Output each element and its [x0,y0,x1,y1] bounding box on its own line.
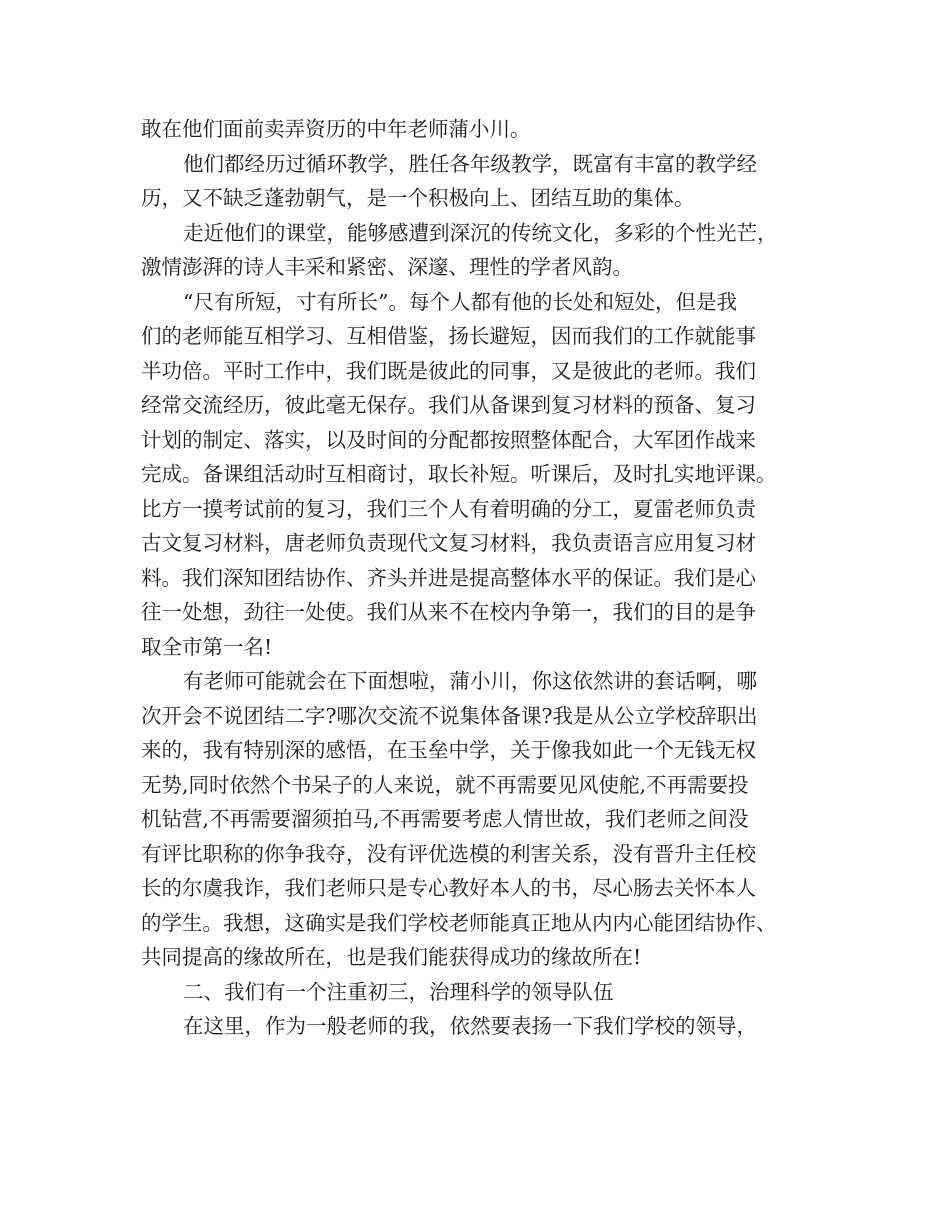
text-line: 完成。备课组活动时互相商讨，取长补短。听课后，及时扎实地评课。 [141,462,777,486]
section-heading: 二、我们有一个注重初三，治理科学的领导队伍 [183,979,614,1004]
text-line: 半功倍。平时工作中，我们既是彼此的同事，又是彼此的老师。我们 [141,358,756,383]
text-line: 有评比职称的你争我夺，没有评优选模的利害关系，没有晋升主任校 [141,841,756,866]
text-line: 历，又不缺乏蓬勃朝气，是一个积极向上、团结互助的集体。 [141,186,695,210]
text-line: 次开会不说团结二字?哪次交流不说集体备课?我是从公立学校辞职出 [141,703,758,728]
text-line: 走近他们的课堂，能够感遭到深沉的传统文化，多彩的个性光芒， [183,220,778,245]
text-line: 在这里，作为一般老师的我，依然要表扬一下我们学校的领导， [183,1014,757,1038]
text-line: 料。我们深知团结协作、齐头并进是提高整体水平的保证。我们是心 [141,565,756,590]
text-line: 共同提高的缘故所在，也是我们能获得成功的缘故所在! [141,945,642,969]
text-line: 古文复习材料，唐老师负责现代文复习材料，我负责语言应用复习材 [141,531,756,555]
text-line: 比方一摸考试前的复习，我们三个人有着明确的分工，夏雷老师负责 [141,496,756,521]
text-line: 们的老师能互相学习、互相借鉴，扬长避短，因而我们的工作就能事 [141,324,756,348]
text-line: 激情澎湃的诗人丰采和紧密、深邃、理性的学者风韵。 [141,255,633,279]
text-line: 取全市第一名! [141,634,273,659]
text-line: 长的尔虞我诈，我们老师只是专心教好本人的书，尽心肠去关怀本人 [141,876,756,900]
text-line: 无势,同时依然个书呆子的人来说，就不再需要见风使舵,不再需要投 [141,772,749,797]
text-line: 计划的制定、落实，以及时间的分配都按照整体配合，大军团作战来 [141,427,756,452]
text-line: 敢在他们面前卖弄资历的中年老师蒲小川。 [141,117,531,141]
document-body [141,112,831,1044]
text-line: 来的，我有特别深的感悟，在玉垒中学，关于像我如此一个无钱无权 [141,738,756,762]
text-line: 有老师可能就会在下面想啦，蒲小川，你这依然讲的套话啊，哪 [183,669,757,693]
text-line: 经常交流经历，彼此毫无保存。我们从备课到复习材料的预备、复习 [141,393,756,417]
text-line: 机钻营,不再需要溜须拍马,不再需要考虑人情世故，我们老师之间没 [141,807,749,831]
text-line: 他们都经历过循环教学，胜任各年级教学，既富有丰富的教学经 [183,151,757,176]
text-line: “尺有所短，寸有所长”。每个人都有他的长处和短处，但是我 [183,289,737,314]
text-line: 往一处想，劲往一处使。我们从来不在校内争第一，我们的目的是争 [141,600,756,624]
text-line: 的学生。我想，这确实是我们学校老师能真正地从内内心能团结协作、 [141,910,777,935]
